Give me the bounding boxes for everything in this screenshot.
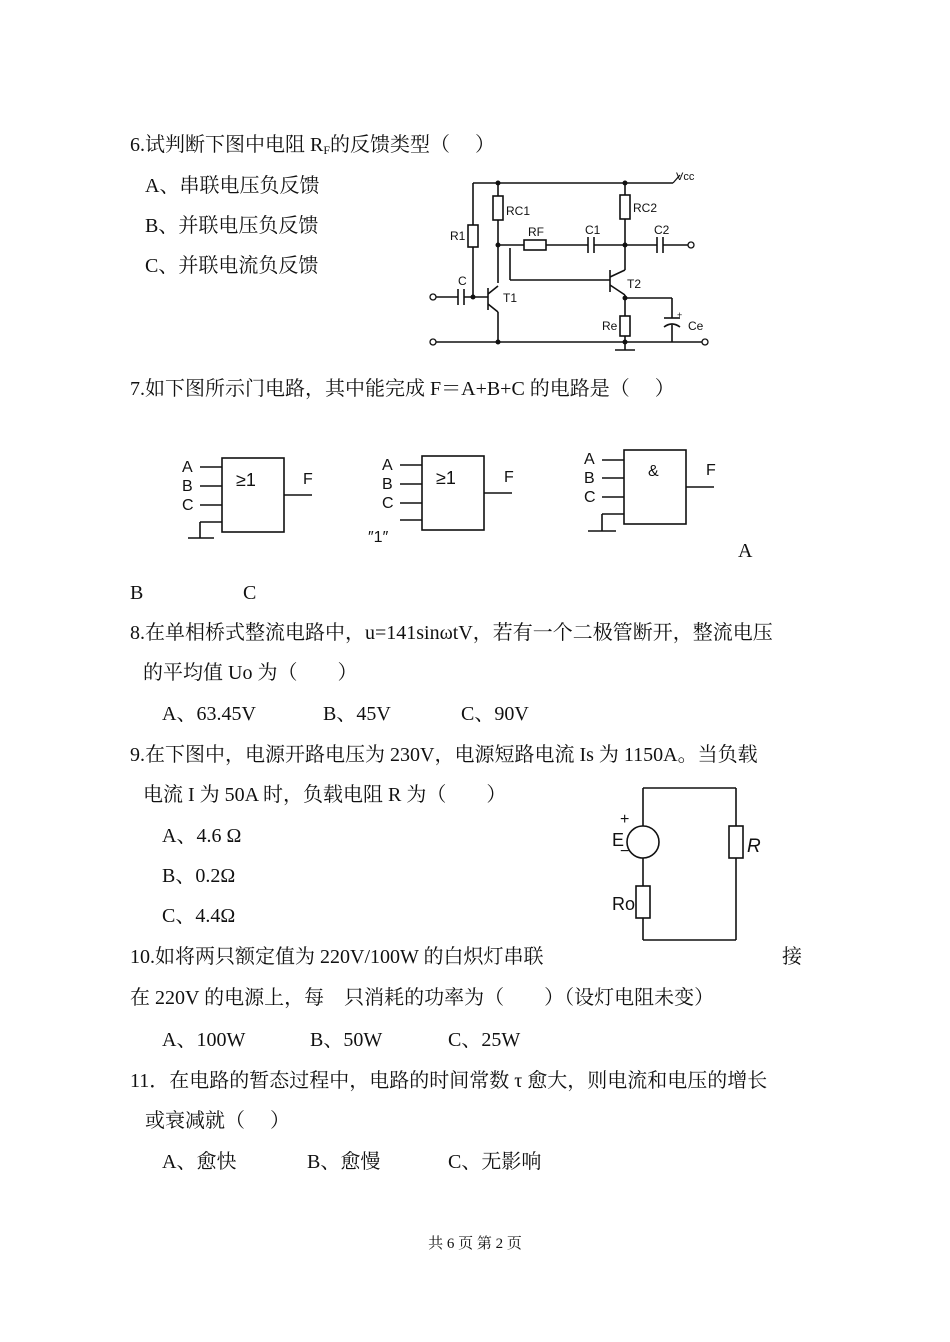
q9-stem-line2: 电流 I 为 50A 时，负载电阻 R 为（ ）: [143, 784, 507, 806]
q9-option-c: C、4.4Ω: [162, 905, 236, 927]
r1-label: R1: [450, 229, 466, 243]
q9-option-b: B、0.2Ω: [162, 865, 236, 887]
q7-stem: 7.如下图所示门电路，其中能完成 F＝A+B+C 的电路是（ ）: [130, 378, 675, 400]
q9-stem-line1: 9.在下图中，电源开路电压为 230V，电源短路电流 Is 为 1150A。当负载: [130, 744, 758, 766]
svg-text:C: C: [182, 497, 194, 514]
ce-plus: +: [677, 310, 683, 320]
svg-text:″1″: ″1″: [368, 529, 389, 546]
q8-stem-line2: 的平均值 Uo 为（ ）: [143, 662, 358, 684]
q11-option-c: C、无影响: [448, 1151, 542, 1173]
r0-resistor: [636, 886, 650, 918]
svg-text:+: +: [620, 811, 630, 828]
svg-text:B: B: [382, 476, 393, 493]
voltage-source: [627, 826, 659, 858]
svg-text:C: C: [584, 489, 596, 506]
svg-text:F: F: [504, 469, 514, 486]
svg-text:Ro: Ro: [612, 894, 636, 914]
svg-text:C: C: [382, 495, 394, 512]
svg-text:−: −: [620, 843, 630, 860]
svg-text:≥1: ≥1: [436, 468, 456, 488]
svg-text:F: F: [303, 471, 313, 488]
q9-option-a: A、4.6 Ω: [162, 825, 242, 847]
svg-text:F: F: [706, 462, 716, 479]
page-footer: 共 6 页 第 2 页: [428, 1236, 522, 1252]
svg-text:R: R: [747, 836, 761, 857]
q7-label-b: B: [130, 582, 144, 604]
t1-label: T1: [503, 291, 518, 305]
q6-option-b: B、并联电压负反馈: [145, 215, 319, 237]
q6-stem: 6.试判断下图中电阻 $R_F$的反馈类型（ ）: [130, 134, 496, 157]
c-input-label: C: [458, 274, 467, 288]
rf-label: RF: [528, 225, 544, 239]
c2-label: C2: [654, 223, 670, 237]
svg-text:A: A: [584, 451, 595, 468]
svg-text:B: B: [182, 478, 193, 495]
q10-stem-line2: 在 220V 的电源上，每 只消耗的功率为（ ）（设灯电阻未变）: [130, 987, 715, 1009]
q8-option-a: A、63.45V: [162, 703, 256, 725]
svg-text:&: &: [648, 463, 659, 480]
q11-option-b: B、愈慢: [307, 1151, 381, 1173]
t2-label: T2: [627, 277, 642, 291]
svg-text:A: A: [182, 459, 193, 476]
svg-text:A: A: [382, 457, 393, 474]
re-label: Re: [602, 319, 618, 333]
q6-option-a: A、串联电压负反馈: [145, 175, 320, 197]
q11-stem-line2: 或衰减就（ ）: [145, 1110, 290, 1132]
svg-text:E: E: [612, 830, 625, 850]
q10-option-b: B、50W: [310, 1029, 383, 1051]
load-resistor: [729, 826, 743, 858]
q10-option-c: C、25W: [448, 1029, 521, 1051]
rc2-label: RC2: [633, 201, 658, 215]
svg-text:B: B: [584, 470, 595, 487]
q11-option-a: A、愈快: [162, 1151, 237, 1173]
q8-stem-line1: 8.在单相桥式整流电路中，u=141sinωtV，若有一个二极管断开，整流电压: [130, 622, 773, 644]
q10-option-a: A、100W: [162, 1029, 246, 1051]
rc1-label: RC1: [506, 204, 531, 218]
q10-stem-line1-tail: 接: [782, 946, 802, 968]
q8-option-c: C、90V: [461, 703, 529, 725]
q7-label-c: C: [243, 582, 257, 604]
svg-text:≥1: ≥1: [236, 470, 256, 490]
q7-label-a: A: [738, 540, 753, 562]
q11-stem-line1: 11．在电路的暂态过程中，电路的时间常数 τ 愈大，则电流和电压的增长: [130, 1070, 768, 1092]
q10-stem-line1: 10.如将两只额定值为 220V/100W 的白炽灯串联: [130, 946, 544, 968]
q6-option-c: C、并联电流负反馈: [145, 255, 319, 277]
ce-label: Ce: [688, 319, 704, 333]
vcc-label: Vcc: [676, 171, 695, 183]
c1-label: C1: [585, 223, 601, 237]
q8-option-b: B、45V: [323, 703, 391, 725]
